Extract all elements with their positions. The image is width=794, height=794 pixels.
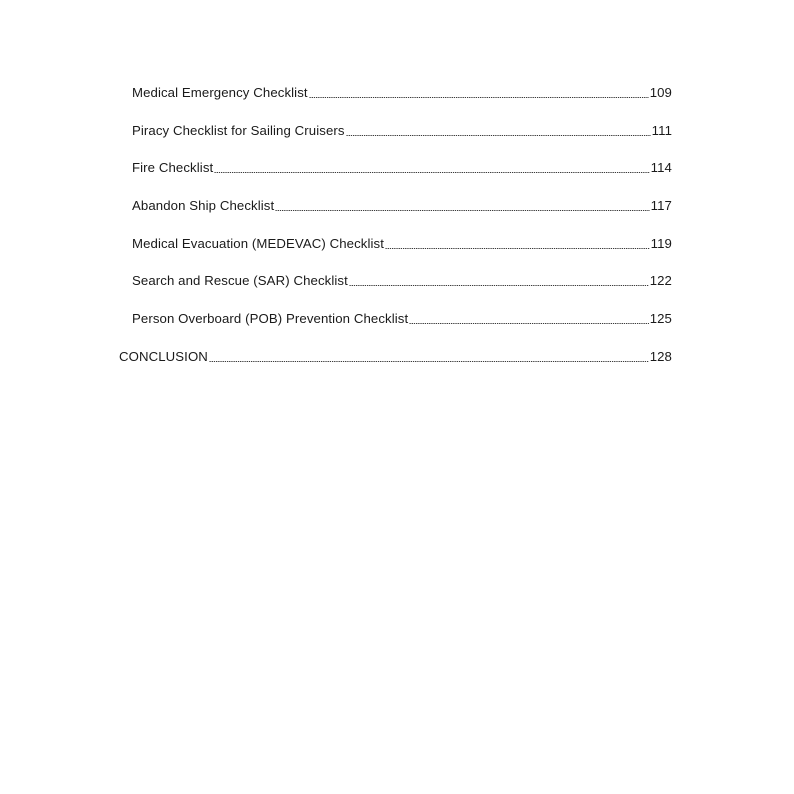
toc-entry[interactable] xyxy=(119,289,672,327)
toc-dot-leader xyxy=(275,210,649,211)
toc-entry[interactable] xyxy=(119,139,672,177)
toc-dot-leader xyxy=(346,135,651,136)
toc-dot-leader xyxy=(385,248,650,249)
toc-entry-page-number: 114 xyxy=(650,160,672,176)
toc-entry-page-number: 119 xyxy=(650,235,672,251)
table-of-contents xyxy=(119,79,672,365)
toc-entry[interactable] xyxy=(119,327,672,365)
toc-entry-title: Search and Rescue (SAR) Checklist xyxy=(132,273,348,289)
toc-entry-page-number: 111 xyxy=(651,122,672,138)
toc-dot-leader xyxy=(349,285,649,286)
toc-dot-leader xyxy=(309,97,649,98)
toc-entry-page-number: 117 xyxy=(650,198,672,214)
toc-entry[interactable] xyxy=(119,101,672,139)
toc-entry-page-number: 125 xyxy=(649,311,672,327)
toc-entry-title: Fire Checklist xyxy=(132,160,214,176)
toc-entry-title: Medical Evacuation (MEDEVAC) Checklist xyxy=(132,235,384,251)
toc-dot-leader xyxy=(409,323,648,324)
toc-entry-page-number: 128 xyxy=(649,348,672,364)
toc-entry[interactable] xyxy=(119,79,672,101)
toc-dot-leader xyxy=(214,172,649,173)
toc-entry[interactable] xyxy=(119,252,672,290)
toc-entry[interactable] xyxy=(119,214,672,252)
toc-entry-title: Medical Emergency Checklist xyxy=(132,85,308,100)
toc-dot-leader xyxy=(209,361,649,362)
toc-entry-title: CONCLUSION xyxy=(119,348,208,364)
toc-entry-page-number: 109 xyxy=(649,85,672,100)
toc-entry-page-number: 122 xyxy=(649,273,672,289)
toc-entry[interactable] xyxy=(119,176,672,214)
toc-entry-title: Abandon Ship Checklist xyxy=(132,198,275,214)
toc-entry-title: Person Overboard (POB) Prevention Checklist xyxy=(132,311,409,327)
toc-entry-title: Piracy Checklist for Sailing Cruisers xyxy=(132,122,345,138)
